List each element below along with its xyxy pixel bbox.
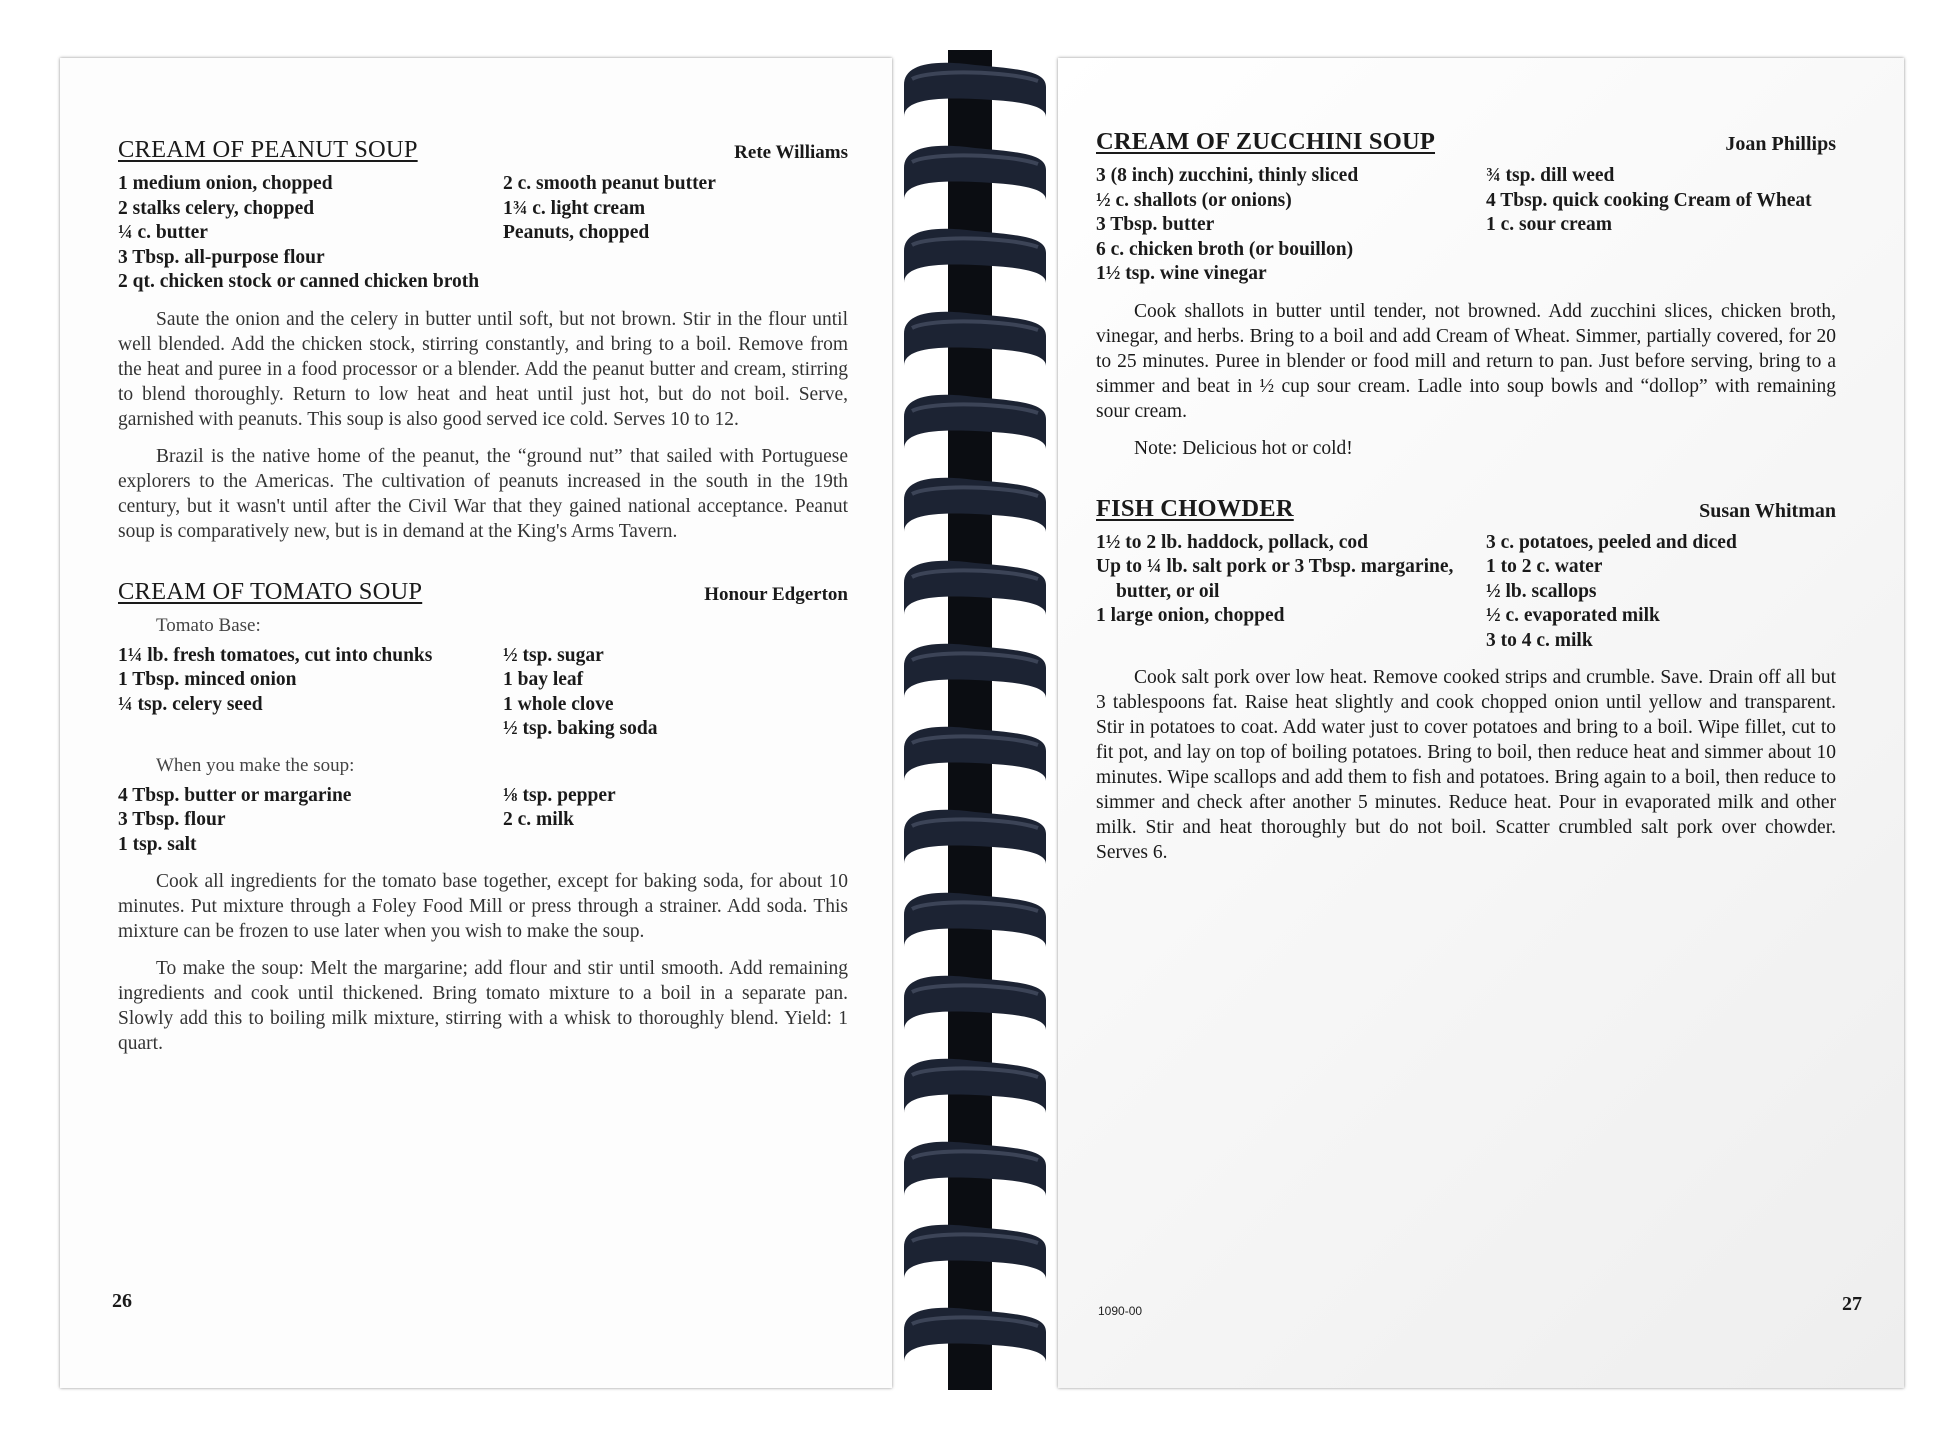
page-number: 26 xyxy=(112,1290,132,1312)
ingredient-column-right xyxy=(503,784,848,858)
ingredient: Up to ¼ lb. salt pork or 3 Tbsp. margarine, butter, or oil xyxy=(1096,556,1454,602)
ingredient: ½ c. evaporated milk xyxy=(1486,605,1660,626)
ingredient: ½ tsp. baking soda xyxy=(503,718,658,739)
ingredient: 1 large onion, chopped xyxy=(1096,605,1285,626)
ingredient: 1¾ c. light cream xyxy=(503,197,646,219)
left-page-content xyxy=(118,136,848,1090)
recipe-instructions: Cook all ingredients for the tomato base together, except for baking soda, for about 10 minutes. Put mixture through a Foley Food Mill or press through a strainer. Add soda. This mixture can be frozen to use later when you wish to make the soup. xyxy=(118,871,848,942)
ingredient: 4 Tbsp. butter or margarine xyxy=(118,784,352,806)
recipe-header xyxy=(118,136,848,164)
ingredient: 3 Tbsp. flour xyxy=(118,809,226,830)
ingredient: 3 (8 inch) zucchini, thinly sliced xyxy=(1096,165,1359,186)
recipe-author: Susan Whitman xyxy=(1699,499,1836,522)
subheading-soup: When you make the soup: xyxy=(156,754,355,776)
recipe-instructions: Cook shallots in butter until tender, not browned. Add zucchini slices, chicken broth, vinegar, and herbs. Bring to a boil and add Cream of Wheat. Simmer, partially covered, for 20 to 25 minutes. Puree in blender or food mill and return to pan. Just before serving, bring to a simmer and beat in ½ cup sour cream. Ladle into soup bowls and “dollop” with remaining sour cream. xyxy=(1096,300,1836,422)
recipe-instructions: To make the soup: Melt the margarine; add flour and stir until smooth. Add remaining ingredients and cook until thickened. Bring tomato mixture to a boil in a separate pan. Slowly add this to boiling milk mixture, stirring with a whisk to thoroughly blend. Yield: 1 quart. xyxy=(118,958,848,1054)
recipe-cream-of-zucchini-soup xyxy=(1096,128,1836,461)
footer-code: 1090-00 xyxy=(1098,1304,1143,1318)
ingredient: 1 tsp. salt xyxy=(118,833,197,855)
ingredient-column-left xyxy=(1096,164,1486,287)
ingredient: 1 whole clove xyxy=(503,693,614,715)
spiral-binding xyxy=(890,40,1060,1400)
page-number: 27 xyxy=(1842,1293,1862,1315)
ingredient: 2 c. smooth peanut butter xyxy=(503,173,716,194)
ingredient-column-right xyxy=(503,172,848,295)
subheading-tomato-base: Tomato Base: xyxy=(156,614,261,636)
recipe-instructions: Cook salt pork over low heat. Remove cooked strips and crumble. Save. Drain off all but 3 tablespoons fat. Raise heat slightly and cook chopped onion until yellow and transparent. Stir in potatoes to coat. Add water just to cover potatoes and bring to a boil. Wipe fillet, cut to fit pot, and lay on top of boiling potatoes. Bring to boil, then reduce heat and simmer about 10 minutes. Wipe scallops and add them to fish and potatoes. Bring again to a boil, then reduce to simmer and check after another 5 minutes. Reduce heat. Pour in evaporated milk and other milk. Stir and heat thoroughly but do not boil. Scatter crumbled salt pork over chowder. Serves 6. xyxy=(1096,667,1836,863)
recipe-header xyxy=(118,578,848,606)
ingredient: Peanuts, chopped xyxy=(503,222,650,243)
recipe-fish-chowder xyxy=(1096,495,1836,866)
ingredient: ½ c. shallots (or onions) xyxy=(1096,189,1292,211)
ingredient-column-left xyxy=(118,172,503,295)
recipe-author: Honour Edgerton xyxy=(704,583,848,605)
ingredient: 1 Tbsp. minced onion xyxy=(118,669,297,690)
recipe-title: FISH CHOWDER xyxy=(1096,494,1294,522)
ingredient: 1 bay leaf xyxy=(503,669,584,690)
ingredient: 1 to 2 c. water xyxy=(1486,556,1603,577)
ingredient-list xyxy=(1096,164,1836,287)
ingredient: ⅛ tsp. pepper xyxy=(503,784,616,806)
ingredient: 1½ to 2 lb. haddock, pollack, cod xyxy=(1096,531,1368,553)
ingredient: 3 Tbsp. butter xyxy=(1096,214,1215,235)
ingredient: 1 medium onion, chopped xyxy=(118,173,333,194)
right-page-content xyxy=(1096,128,1836,899)
right-page xyxy=(1058,58,1904,1388)
ingredient: 1 c. sour cream xyxy=(1486,214,1612,235)
ingredient: ½ tsp. sugar xyxy=(503,644,604,666)
ingredient-list xyxy=(118,784,848,858)
ingredient-column-left xyxy=(118,644,503,742)
ingredient: 2 c. milk xyxy=(503,809,574,830)
recipe-instructions: Saute the onion and the celery in butter until soft, but not brown. Stir in the flour until well blended. Add the chicken stock, stirring constantly, and bring to a boil. Remove from the heat and puree in a food processor or a blender. Add the peanut butter and cream, stirring to blend thoroughly. Return to low heat and heat until just hot, but do not boil. Serve, garnished with peanuts. This soup is also good served ice cold. Serves 10 to 12. xyxy=(118,308,848,430)
ingredient: 1¼ lb. fresh tomatoes, cut into chunks xyxy=(118,644,433,666)
left-page xyxy=(60,58,892,1388)
recipe-header xyxy=(1096,495,1836,523)
recipe-author: Joan Phillips xyxy=(1725,133,1836,155)
ingredient-column-right xyxy=(1486,531,1836,654)
ingredient-column-left xyxy=(118,784,503,858)
recipe-note: Brazil is the native home of the peanut, the “ground nut” that sailed with Portuguese explorers to the Americas. The cultivation of peanuts increased in the south in the 19th century, but it wasn't until after the Civil War that they gained national acceptance. Peanut soup is comparatively new, but is in demand at the King's Arms Tavern. xyxy=(118,445,848,542)
ingredient-list xyxy=(118,644,848,742)
recipe-title: CREAM OF PEANUT SOUP xyxy=(118,136,418,163)
ingredient: ½ lb. scallops xyxy=(1486,580,1597,602)
ingredient: 2 qt. chicken stock or canned chicken broth xyxy=(118,271,480,292)
recipe-header xyxy=(1096,128,1836,156)
recipe-cream-of-tomato-soup xyxy=(118,578,848,1057)
recipe-title: CREAM OF TOMATO SOUP xyxy=(118,577,423,605)
ingredient: 4 Tbsp. quick cooking Cream of Wheat xyxy=(1486,189,1812,211)
ingredient: 1½ tsp. wine vinegar xyxy=(1096,263,1267,284)
recipe-title: CREAM OF ZUCCHINI SOUP xyxy=(1096,128,1436,155)
ingredient: 6 c. chicken broth (or bouillon) xyxy=(1096,238,1354,260)
ingredient-list xyxy=(1096,531,1836,654)
ingredient: 3 c. potatoes, peeled and diced xyxy=(1486,531,1737,553)
recipe-author: Rete Williams xyxy=(734,142,848,163)
ingredient-column-right xyxy=(503,644,848,742)
ingredient: ¼ tsp. celery seed xyxy=(118,693,263,715)
recipe-cream-of-peanut-soup xyxy=(118,136,848,544)
recipe-note: Note: Delicious hot or cold! xyxy=(1134,437,1353,459)
ingredient-column-left xyxy=(1096,531,1486,654)
ingredient: ¼ c. butter xyxy=(118,222,208,243)
ingredient: 2 stalks celery, chopped xyxy=(118,197,315,219)
ingredient-column-right xyxy=(1486,164,1836,287)
ingredient: 3 Tbsp. all-purpose flour xyxy=(118,246,325,268)
ingredient-list xyxy=(118,172,848,295)
ingredient: 3 to 4 c. milk xyxy=(1486,629,1593,651)
ingredient: ¾ tsp. dill weed xyxy=(1486,165,1615,186)
